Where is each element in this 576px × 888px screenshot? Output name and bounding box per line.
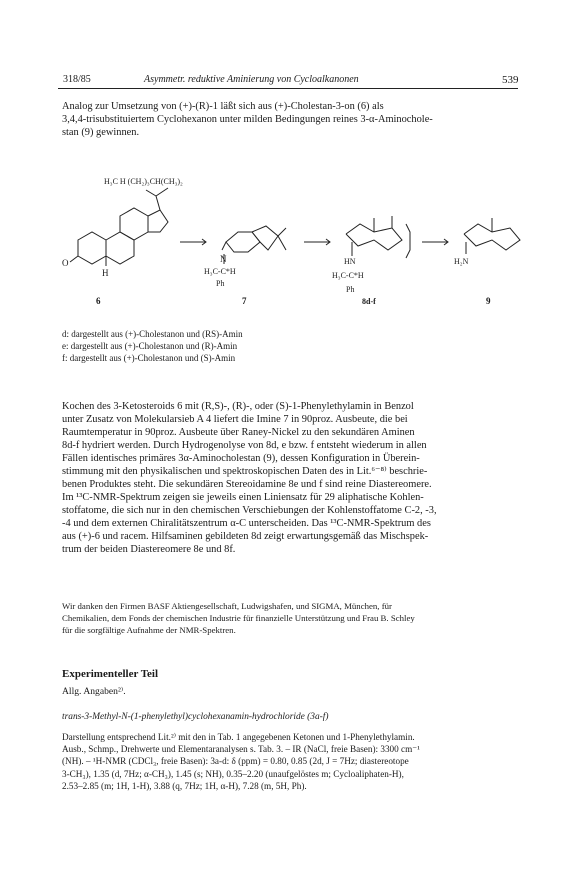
compound-label-9: 9 [486, 296, 491, 306]
ketone-oxygen-label: O [62, 258, 69, 268]
text-line: Wir danken den Firmen BASF Aktiengesellschaft, Ludwigshafen, und SIGMA, München, für [62, 601, 392, 611]
ring-a [78, 232, 106, 264]
imine-ring-b [252, 226, 278, 250]
text-line: stimmung mit den physikalischen und spektroskopischen Daten des in Lit.⁶⁻⁸⁾ beschrie- [62, 466, 428, 477]
hydrogen-label: H [102, 268, 109, 278]
text-line: 8d-f hydriert werden. Durch Hydrogenolyse von 8d, e bzw. f entsteht wiederum in allen [62, 440, 427, 451]
text-line: Ausb., Schmp., Drehwerte und Elementaranalysen s. Tab. 3. – IR (NaCl, freie Basen): 3300 cm⁻¹ [62, 744, 420, 755]
text-line: Fällen identisches primäres 3α-Aminocholestan (9), dessen Konfiguration in Überein- [62, 453, 420, 464]
primary-amine-label: H₂N [454, 257, 469, 266]
text-line: -4 und dem externen Chiralitätszentrum α-C unterscheiden. Das ¹³C-NMR-Spektrum des [62, 518, 431, 529]
text-line: stan (9) gewinnen. [62, 127, 140, 138]
compound-label-6: 6 [96, 296, 101, 306]
amine-substituent-label: H₃C-C*H [332, 271, 364, 280]
text-line: 3-CH₃), 1.35 (d, 7Hz; α-CH₃), 1.45 (s; NH), 0.35–2.20 (unaufgelöstes m; Cycloaliphaten-H), [62, 768, 404, 779]
text-line: stoffatome, die sich nur in den chemischen Verschiebungen der Kohlenstoffatome C-2, -3, [62, 505, 437, 516]
reaction-scheme [56, 170, 526, 320]
running-header-id: 318/85 [63, 74, 91, 85]
text-line: Kochen des 3-Ketosteroids 6 mit (R,S)-, (R)-, oder (S)-1-Phenylethylamin in Benzol [62, 401, 414, 412]
side-chain-label: H₃C H (CH₂)₃CH(CH₃)₂ [104, 177, 183, 186]
acknowledgement [62, 600, 522, 636]
ring-b [106, 232, 134, 264]
imine-substituent-label: H₃C-C*H [204, 267, 236, 276]
amine-phenyl-label: Ph [346, 285, 355, 294]
body-paragraph [62, 400, 522, 556]
note-e: e: dargestellt aus (+)-Cholestanon und (R)-Amin [62, 341, 238, 351]
text-line: unter Zusatz von Molekularsieb A 4 liefert die Imine 7 in 90proz. Ausbeute, die bei [62, 414, 408, 425]
imine-n-label: N [220, 254, 227, 264]
text-line: 3,4,4-trisubstituiertem Cyclohexanon unter milden Bedingungen reines 3-α-Aminochole- [62, 114, 433, 125]
text-line: (NH). – ¹H-NMR (CDCl₃, freie Basen): 3a-d: δ (ppm) = 0.80, 0.85 (2d, J = 7Hz; diastereotope [62, 756, 409, 767]
ring-c [120, 208, 148, 240]
intro-paragraph [62, 100, 522, 139]
note-f: f: dargestellt aus (+)-Cholestanon und (S)-Amin [62, 353, 236, 363]
text-line: für die sorgfältige Aufnahme der NMR-Spektren. [62, 625, 236, 635]
scheme-notes [62, 328, 243, 364]
text-line: Raumtemperatur in 90proz. Ausbeute über Raney-Nickel zu den sekundären Aminen [62, 427, 415, 438]
header-rule [58, 88, 518, 89]
text-line: Analog zur Umsetzung von (+)-(R)-1 läßt sich aus (+)-Cholestan-3-on (6) als [62, 101, 384, 112]
text-line: trum der beiden Diastereomere 8e und 8f. [62, 544, 236, 555]
note-d: d: dargestellt aus (+)-Cholestanon und (RS)-Amin [62, 329, 243, 339]
text-line: Darstellung entsprechend Lit.²⁾ mit den in Tab. 1 angegebenen Ketonen und 1-Phenylethylamin. [62, 732, 415, 742]
text-line: benen Produktes steht. Die sekundären Stereoidamine 8e und f sind reine Diastereomere. [62, 479, 432, 490]
experimental-paragraph [62, 731, 522, 792]
ring-d [148, 210, 168, 232]
page-number: 539 [502, 74, 519, 86]
section-title: Experimenteller Teil [62, 668, 159, 680]
text-line: Chemikalien, dem Fonds der chemischen Industrie für finanzielle Unterstützung und Frau B. Schley [62, 613, 415, 623]
general-remarks: Allg. Angaben²⁾. [62, 686, 126, 697]
compound-label-7: 7 [242, 296, 247, 306]
compound-label-8: 8d-f [362, 297, 376, 306]
text-line: aus (+)-6 und racem. Hilfsaminen gebildeten 8d zeigt erwartungsgemäß das Mischspek- [62, 531, 429, 542]
text-line: 2.53–2.85 (m; 1H, 1-H), 3.88 (q, 7Hz; 1H, α-H), 7.28 (m, 5H, Ph). [62, 780, 307, 791]
imine-phenyl-label: Ph [216, 279, 225, 288]
text-line: Im ¹³C-NMR-Spektrum zeigen sie jeweils einen Liniensatz für 29 aliphatische Kohlen- [62, 492, 424, 503]
running-header-title: Asymmetr. reduktive Aminierung von Cycloalkanonen [144, 74, 359, 85]
compound-heading: trans-3-Methyl-N-(1-phenylethyl)cyclohexanamin-hydrochloride (3a-f) [62, 712, 329, 722]
amine-hn-label: HN [344, 257, 356, 266]
